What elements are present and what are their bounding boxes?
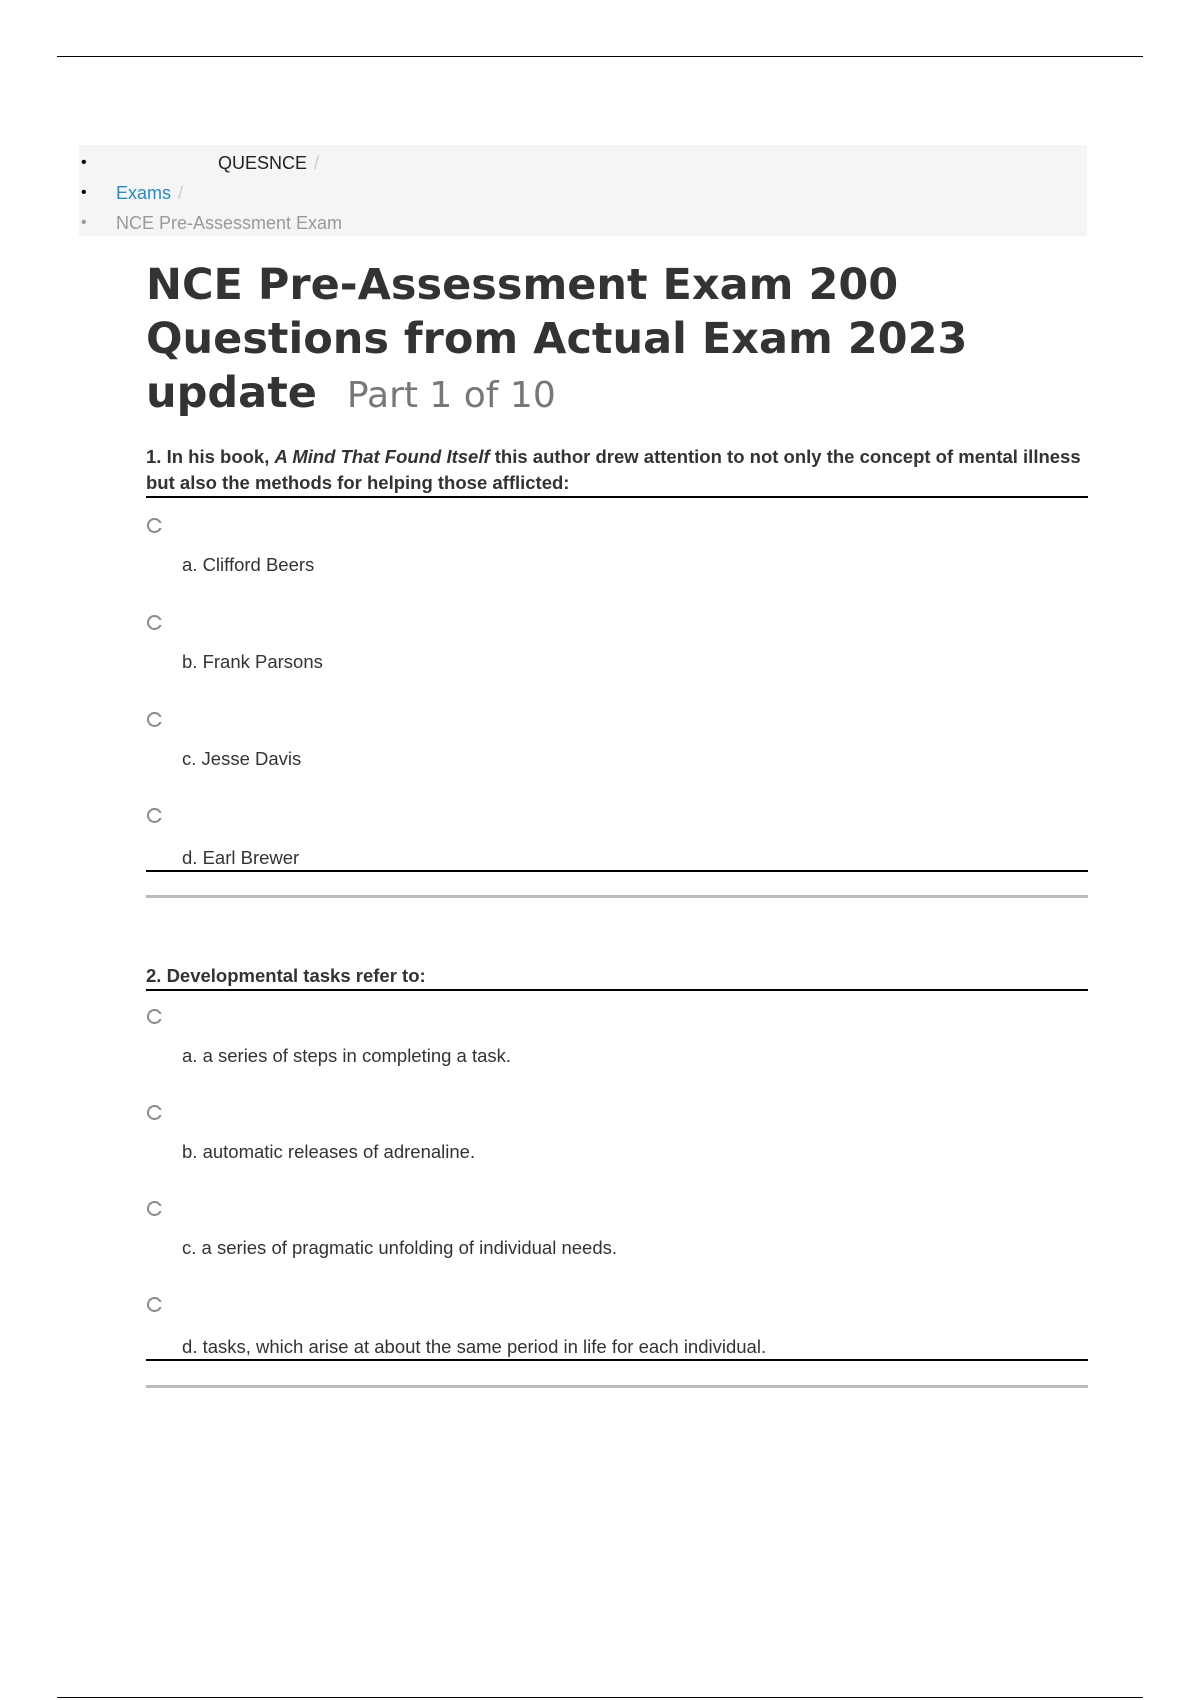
- part-indicator: Part 1 of 10: [346, 375, 556, 416]
- option-underline: [146, 1359, 1088, 1361]
- page-title: [146, 258, 1106, 423]
- answer-option-d[interactable]: [146, 1297, 1088, 1387]
- option-label: b. Frank Parsons: [182, 651, 323, 672]
- book-title: A Mind That Found Itself: [274, 446, 490, 467]
- question-1: [146, 444, 1088, 868]
- option-label: a. a series of steps in completing a task.: [182, 1045, 512, 1066]
- radio-button[interactable]: [147, 518, 162, 533]
- radio-button[interactable]: [147, 1297, 162, 1312]
- bullet-icon: •: [81, 154, 87, 171]
- answer-option-d[interactable]: [146, 808, 1088, 898]
- bullet-icon: •: [81, 184, 87, 201]
- radio-button[interactable]: [147, 615, 162, 630]
- radio-button[interactable]: [147, 1105, 162, 1120]
- answer-option-b[interactable]: [146, 615, 1088, 705]
- radio-button[interactable]: [147, 712, 162, 727]
- option-label: d. tasks, which arise at about the same period in life for each individual.: [182, 1336, 767, 1357]
- question-divider: [146, 1385, 1088, 1388]
- title-main: NCE Pre-Assessment Exam 200 Questions from Actual Exam 2023 update: [146, 260, 968, 418]
- option-label: b. automatic releases of adrenaline.: [182, 1141, 476, 1162]
- bullet-icon: •: [81, 214, 87, 231]
- answer-option-a[interactable]: [146, 1009, 1088, 1099]
- question-2: [146, 963, 1088, 1357]
- breadcrumb-separator: /: [314, 153, 320, 173]
- page-top-rule: [57, 56, 1143, 57]
- option-label: c. a series of pragmatic unfolding of individual needs.: [182, 1237, 618, 1258]
- radio-button[interactable]: [147, 808, 162, 823]
- option-underline: [146, 870, 1088, 872]
- answer-option-b[interactable]: [146, 1105, 1088, 1195]
- option-label: a. Clifford Beers: [182, 554, 315, 575]
- radio-button[interactable]: [147, 1201, 162, 1216]
- question-text: 2. Developmental tasks refer to:: [146, 963, 1088, 991]
- breadcrumb-label: NCE Pre-Assessment Exam: [116, 213, 343, 233]
- question-text: 1. In his book, A Mind That Found Itself this author drew attention to not only the concept of mental illness but also the methods for helping those afflicted:: [146, 444, 1088, 498]
- breadcrumb-link-exams[interactable]: Exams: [116, 183, 172, 203]
- breadcrumb-label: QUESNCE: [218, 153, 308, 173]
- breadcrumb-separator: /: [178, 183, 184, 203]
- answer-option-c[interactable]: [146, 712, 1088, 802]
- answer-option-c[interactable]: [146, 1201, 1088, 1291]
- page-bottom-rule: [57, 1697, 1143, 1698]
- answer-option-a[interactable]: [146, 518, 1088, 608]
- option-label: d. Earl Brewer: [182, 847, 300, 868]
- question-divider: [146, 895, 1088, 898]
- radio-button[interactable]: [147, 1009, 162, 1024]
- breadcrumb: [79, 145, 1087, 236]
- option-label: c. Jesse Davis: [182, 748, 302, 769]
